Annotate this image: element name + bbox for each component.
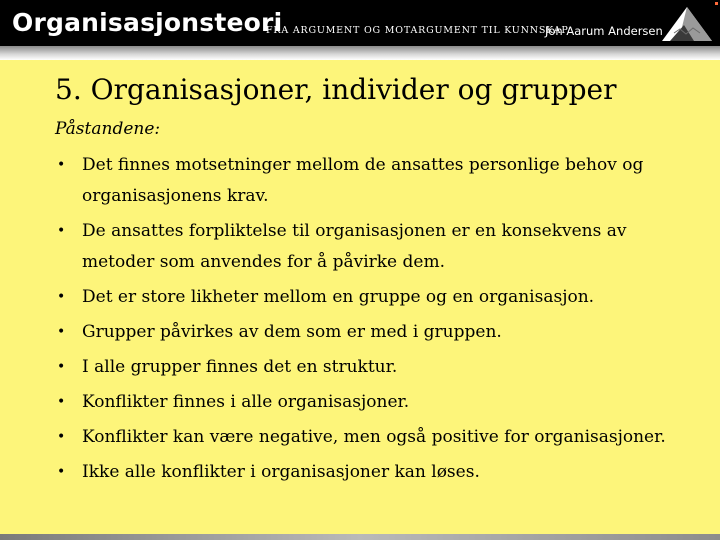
slide-title: 5. Organisasjoner, individer og grupper (55, 73, 617, 106)
list-item (55, 282, 695, 313)
bullet-text: Det er store likheter mellom en gruppe og en organisasjon. (82, 287, 595, 307)
list-item (55, 457, 695, 488)
bullet-icon: • (57, 429, 66, 445)
bullet-icon: • (57, 394, 66, 410)
bullet-icon: • (57, 324, 66, 340)
bullet-icon: • (57, 223, 66, 239)
bullet-text: Konflikter kan være negative, men også positive for organisasjoner. (82, 427, 666, 447)
bullet-icon: • (57, 289, 66, 305)
bullet-text: De ansattes forpliktelse til organisasjonen er en konsekvens av metoder som anvendes for å påvirke dem. (82, 221, 627, 272)
bullet-text: Grupper påvirkes av dem som er med i gruppen. (82, 322, 502, 342)
bottom-bar (0, 534, 720, 540)
corner-mark (715, 2, 718, 5)
claims-intro: Påstandene: (55, 119, 161, 139)
bullet-icon: • (57, 157, 66, 173)
bullet-text: Det finnes motsetninger mellom de ansattes personlige behov og organisasjonens krav. (82, 155, 644, 206)
list-item (55, 216, 695, 278)
bullet-text: I alle grupper finnes det en struktur. (82, 357, 398, 377)
bullet-text: Ikke alle konflikter i organisasjoner kan løses. (82, 462, 480, 482)
claims-list (55, 150, 695, 492)
banner-grey-band (0, 46, 720, 60)
brand-title: Organisasjonsteori (12, 8, 283, 37)
bullet-text: Konflikter finnes i alle organisasjoner. (82, 392, 410, 412)
list-item (55, 422, 695, 453)
author-name: Jon Aarum Andersen (545, 24, 663, 38)
list-item (55, 150, 695, 212)
bullet-icon: • (57, 359, 66, 375)
bullet-icon: • (57, 464, 66, 480)
header-banner (0, 0, 720, 60)
list-item (55, 387, 695, 418)
list-item (55, 352, 695, 383)
list-item (55, 317, 695, 348)
mountain-logo-icon (660, 3, 714, 43)
banner-subtitle: FRA ARGUMENT OG MOTARGUMENT TIL KUNNSKAP (266, 25, 569, 36)
